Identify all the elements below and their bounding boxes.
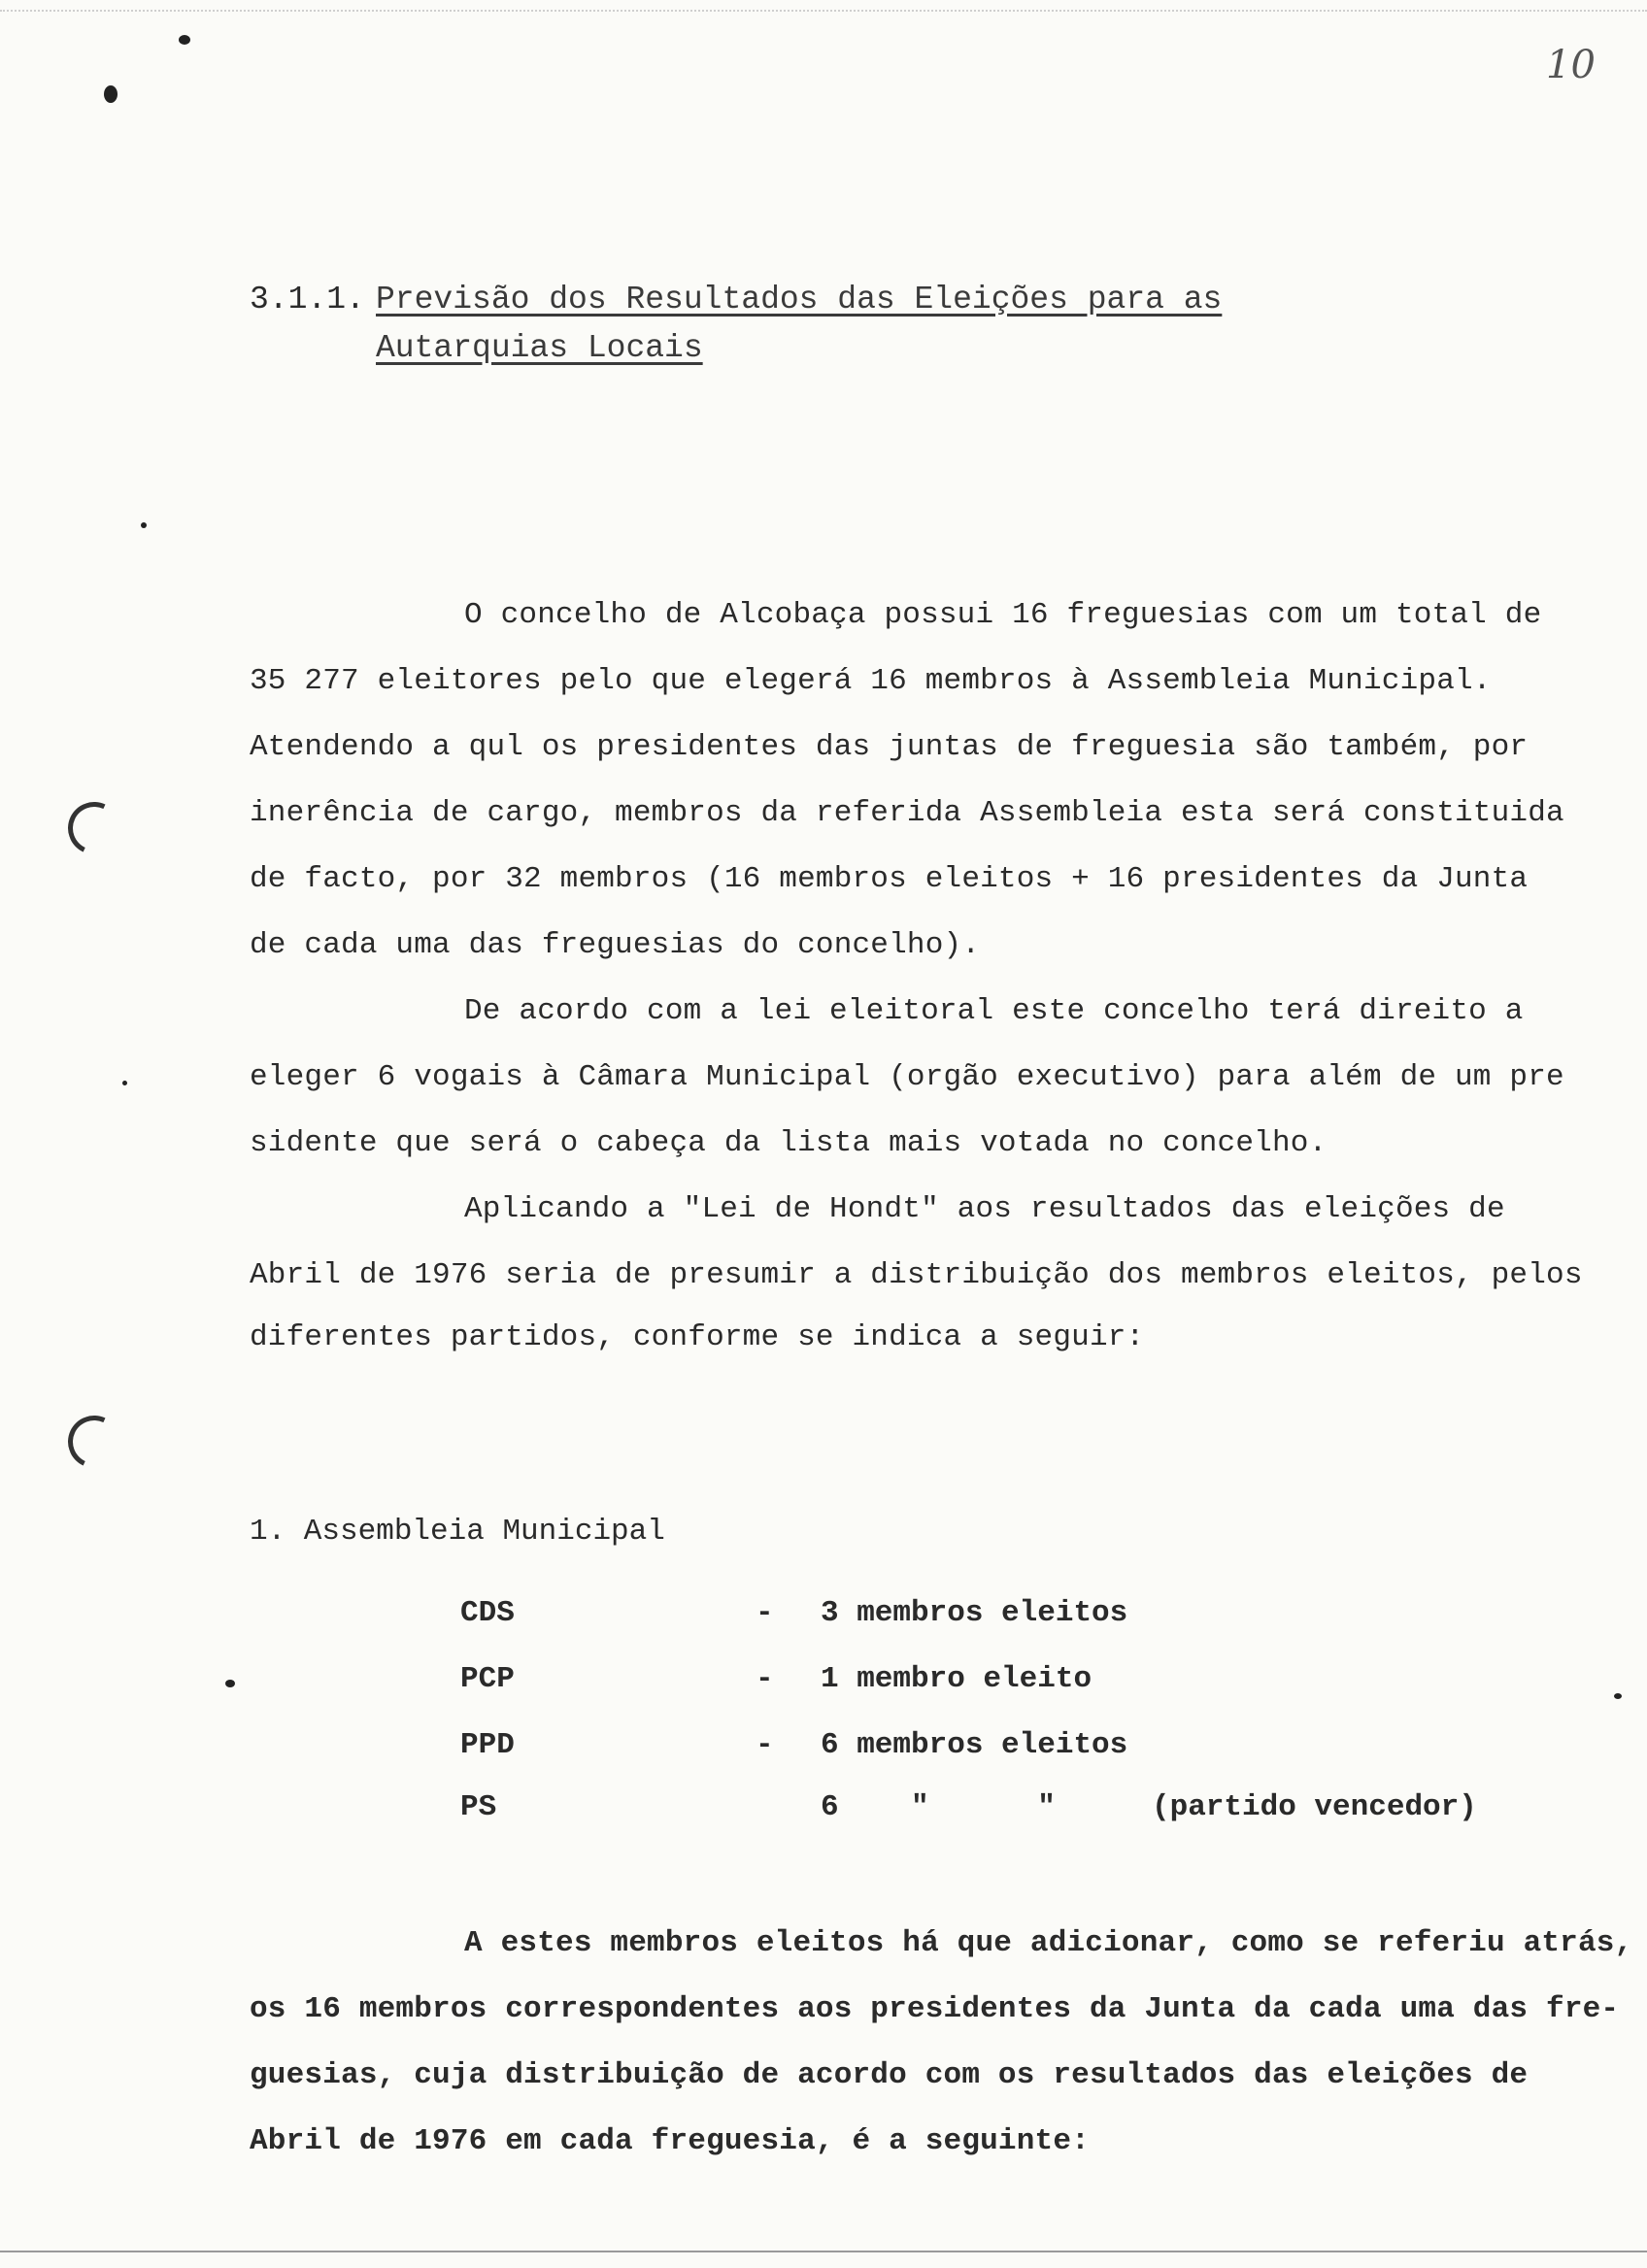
- party-note: (partido vencedor): [1152, 1790, 1477, 1824]
- scan-bottom-edge: [0, 2251, 1647, 2252]
- list-title: 1. Assembleia Municipal: [250, 1515, 665, 1549]
- punch-hole-mark: [60, 1408, 127, 1475]
- paragraph-3-line: Abril de 1976 seria de presumir a distribuição dos membros eleitos, pelos: [250, 1258, 1583, 1292]
- paragraph-1-line: 35 277 eleitores pelo que elegerá 16 membros à Assembleia Municipal.: [250, 664, 1492, 698]
- paragraph-1-line: Atendendo a qul os presidentes das juntas de freguesia são também, por: [250, 730, 1529, 764]
- party-seats: 1 membro eleito: [821, 1662, 1092, 1696]
- ink-speck: [1614, 1693, 1622, 1699]
- party-seats: 6 " ": [821, 1790, 1056, 1824]
- scan-top-edge: [0, 0, 1647, 12]
- paragraph-4-line: A estes membros eleitos há que adicionar, como se referiu atrás,: [464, 1926, 1633, 1960]
- party-name: PCP: [460, 1662, 515, 1696]
- paragraph-4-line: Abril de 1976 em cada freguesia, é a seguinte:: [250, 2124, 1090, 2158]
- ink-blot: [179, 35, 190, 45]
- party-name: PPD: [460, 1728, 515, 1762]
- party-name: CDS: [460, 1596, 515, 1630]
- section-title-line-1: Previsão dos Resultados das Eleições para as: [376, 282, 1223, 317]
- paragraph-2-line: De acordo com a lei eleitoral este concelho terá direito a: [464, 994, 1524, 1028]
- paragraph-1-line: de cada uma das freguesias do concelho).: [250, 928, 981, 962]
- ink-speck: [225, 1680, 235, 1687]
- paragraph-2-line: sidente que será o cabeça da lista mais votada no concelho.: [250, 1126, 1328, 1160]
- paragraph-1-line: de facto, por 32 membros (16 membros eleitos + 16 presidentes da Junta: [250, 862, 1529, 896]
- paragraph-3-line: Aplicando a "Lei de Hondt" aos resultados das eleições de: [464, 1192, 1505, 1226]
- section-number: 3.1.1.: [250, 282, 365, 317]
- paragraph-1-line: O concelho de Alcobaça possui 16 freguesias com um total de: [464, 598, 1542, 632]
- page-number: 10: [1546, 43, 1596, 87]
- party-dash: -: [756, 1596, 774, 1630]
- ink-speck: [122, 1081, 127, 1085]
- paragraph-3-line: diferentes partidos, conforme se indica a seguir:: [250, 1320, 1145, 1354]
- party-dash: -: [756, 1662, 774, 1696]
- party-name: PS: [460, 1790, 497, 1824]
- punch-hole-mark: [60, 794, 127, 861]
- party-seats: 6 membros eleitos: [821, 1728, 1128, 1762]
- paragraph-4-line: guesias, cuja distribuição de acordo com os resultados das eleições de: [250, 2058, 1529, 2092]
- section-title-line-2: Autarquias Locais: [376, 330, 703, 366]
- party-dash: -: [756, 1728, 774, 1762]
- paragraph-4-line: os 16 membros correspondentes aos presidentes da Junta da cada uma das fre-: [250, 1992, 1620, 2026]
- paragraph-1-line: inerência de cargo, membros da referida Assembleia esta será constituida: [250, 796, 1564, 830]
- paragraph-2-line: eleger 6 vogais à Câmara Municipal (orgão executivo) para além de um pre: [250, 1060, 1564, 1094]
- ink-blot: [104, 85, 118, 103]
- ink-speck: [141, 522, 147, 528]
- party-seats: 3 membros eleitos: [821, 1596, 1128, 1630]
